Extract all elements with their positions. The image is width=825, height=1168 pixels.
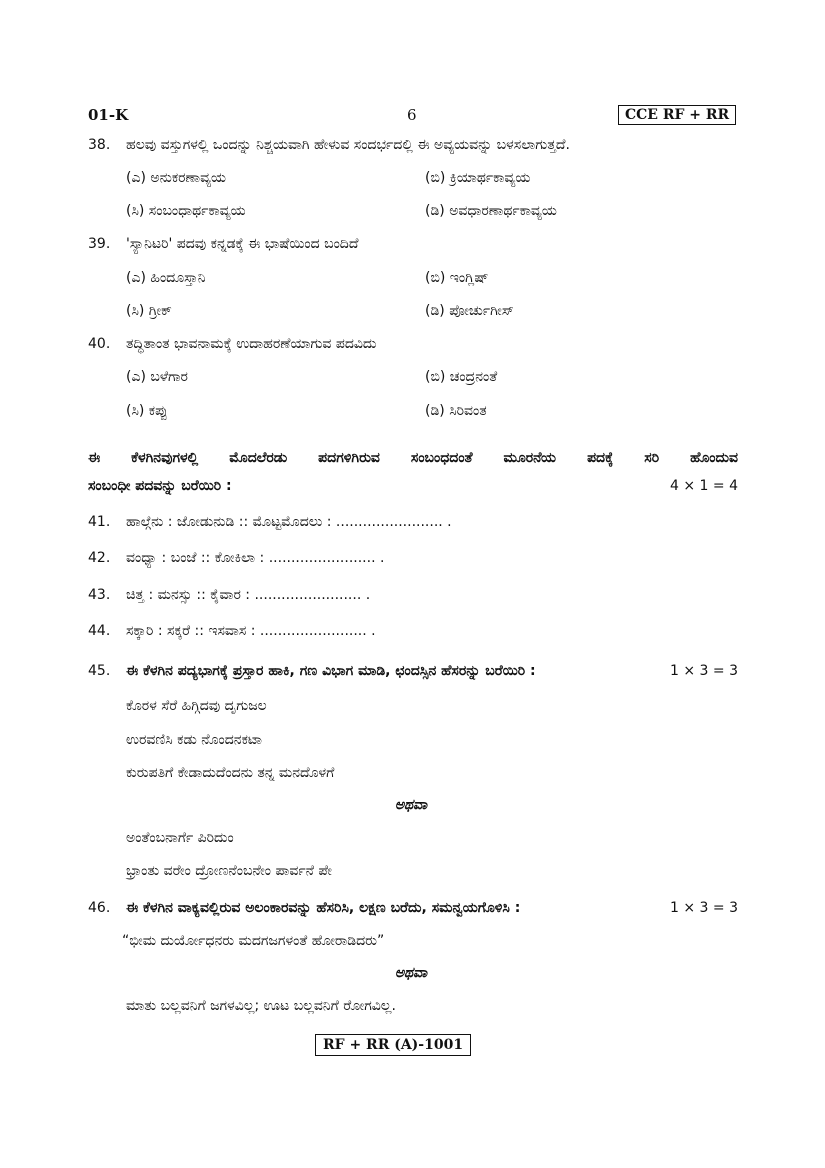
question-text: ವಂಧ್ಯಾ : ಬಂಜೆ :: ಕೋಕಿಲಾ : ........................ . xyxy=(126,550,385,566)
sentence-line: ಮಾತು ಬಲ್ಲವನಿಗೆ ಜಗಳವಿಲ್ಲ; ಊಟ ಬಲ್ಲವನಿಗೆ ರೋಗವಿಲ್ಲ. xyxy=(126,998,396,1014)
exam-code-box: CCE RF + RR xyxy=(618,105,736,125)
question-number: 44. xyxy=(88,623,111,639)
option-b: (ಬಿ) ಕ್ರಿಯಾರ್ಥಕಾವ್ಯಯ xyxy=(425,170,531,186)
option-a: (ಎ) ಬಳೆಗಾರ xyxy=(126,369,188,385)
option-b: (ಬಿ) ಇಂಗ್ಲಿಷ್ xyxy=(425,270,489,286)
question-number: 41. xyxy=(88,514,111,530)
poem-line: ಭ್ರಾಂತು ವರೇಂ ದ್ರೋಣನೆಂಬನೇಂ ಪಾರ್ವನೆ ಪೇ xyxy=(126,863,332,879)
question-marks: 1 × 3 = 3 xyxy=(670,663,738,679)
section-instruction-line1: ಈ ಕೆಳಗಿನವುಗಳಲ್ಲಿ ಮೊದಲೆರಡು ಪದಗಳಿಗಿರುವ ಸಂಬಂಧದಂತೆ ಮೂರನೆಯ ಪದಕ್ಕೆ ಸರಿ ಹೊಂದುವ xyxy=(88,450,738,466)
poem-line: ಉರವಣಿಸಿ ಕಡು ನೊಂದನಕಟಾ xyxy=(126,732,262,748)
question-number: 38. xyxy=(88,137,111,153)
poem-line: ಅಂತೆಂಬನಾರ್ಗೆ ಪಿರಿದುಂ xyxy=(126,830,234,846)
option-a: (ಎ) ಅನುಕರಣಾವ್ಯಯ xyxy=(126,170,227,186)
question-marks: 1 × 3 = 3 xyxy=(670,900,738,916)
option-c: (ಸಿ) ಕಪ್ಪು xyxy=(126,403,168,419)
option-c: (ಸಿ) ಸಂಬಂಧಾರ್ಥಕಾವ್ಯಯ xyxy=(126,203,246,219)
paper-code: 01-K xyxy=(88,106,129,124)
or-separator: ಅಥವಾ xyxy=(394,797,428,813)
option-d: (ಡಿ) ಅವಧಾರಣಾರ್ಥಕಾವ್ಯಯ xyxy=(425,203,557,219)
poem-line: ಕುರುಪತಿಗೆ ಕೇಡಾದುದೆಂದನು ತನ್ನ ಮನದೊಳಗೆ xyxy=(126,765,335,781)
section-instruction-line2: ಸಂಬಂಧೀ ಪದವನ್ನು ಬರೆಯಿರಿ : xyxy=(88,478,232,494)
question-number: 42. xyxy=(88,550,111,566)
section-marks: 4 × 1 = 4 xyxy=(670,478,738,494)
question-number: 45. xyxy=(88,663,111,679)
option-c: (ಸಿ) ಗ್ರೀಕ್ xyxy=(126,303,172,319)
question-text: ಈ ಕೆಳಗಿನ ವಾಕ್ಯವಲ್ಲಿರುವ ಅಲಂಕಾರವನ್ನು ಹೆಸರಿಸಿ, ಲಕ್ಷಣ ಬರೆದು, ಸಮನ್ವಯಗೊಳಿಸಿ : xyxy=(126,900,521,916)
question-text: ಸಕ್ಕಾರಿ : ಸಕ್ಕರೆ :: ಇಸವಾಸ : ........................ . xyxy=(126,623,376,639)
question-number: 40. xyxy=(88,336,111,352)
question-text: ಈ ಕೆಳಗಿನ ಪದ್ಯಭಾಗಕ್ಕೆ ಪ್ರಸ್ತಾರ ಹಾಕಿ, ಗಣ ವಿಭಾಗ ಮಾಡಿ, ಛಂದಸ್ಸಿನ ಹೆಸರನ್ನು ಬರೆಯಿರಿ : xyxy=(126,663,536,679)
page-number: 6 xyxy=(407,106,417,124)
question-number: 39. xyxy=(88,236,111,252)
option-a: (ಎ) ಹಿಂದೂಸ್ತಾನಿ xyxy=(126,270,206,286)
sentence-line: “ಭೀಮ ದುರ್ಯೋಧನರು ಮದಗಜಗಳಂತೆ ಹೋರಾಡಿದರು” xyxy=(122,933,385,949)
or-separator: ಅಥವಾ xyxy=(394,965,428,981)
option-d: (ಡಿ) ಸಿರಿವಂತ xyxy=(425,403,487,419)
option-b: (ಬಿ) ಚಂದ್ರನಂತೆ xyxy=(425,369,498,385)
question-text: ತದ್ಧಿತಾಂತ ಭಾವನಾಮಕ್ಕೆ ಉದಾಹರಣೆಯಾಗುವ ಪದವಿದು xyxy=(126,336,377,352)
poem-line: ಕೊರಳ ಸೆರೆ ಹಿಗ್ಗಿದವು ದೃಗುಜಲ xyxy=(126,698,267,714)
question-number: 43. xyxy=(88,587,111,603)
question-number: 46. xyxy=(88,900,111,916)
question-text: 'ಸ್ಯಾನಿಟರಿ' ಪದವು ಕನ್ನಡಕ್ಕೆ ಈ ಭಾಷೆಯಿಂದ ಬಂದಿದೆ xyxy=(126,236,359,252)
option-d: (ಡಿ) ಪೋರ್ಚುಗೀಸ್ xyxy=(425,303,514,319)
question-text: ಚಿತ್ತ : ಮನಸ್ಸು :: ಕೈವಾರ : ........................ . xyxy=(126,587,371,603)
footer-code-box: RF + RR (A)-1001 xyxy=(315,1034,471,1056)
question-text: ಹಲವು ವಸ್ತುಗಳಲ್ಲಿ ಒಂದನ್ನು ನಿಶ್ಚಯವಾಗಿ ಹೇಳುವ ಸಂದರ್ಭದಲ್ಲಿ ಈ ಅವ್ಯಯವನ್ನು ಬಳಸಲಾಗುತ್ತದೆ. xyxy=(126,137,570,153)
question-text: ಹಾಲ್ಗೆನು : ಜೋಡುನುಡಿ :: ಮೊಟ್ಟಮೊದಲು : ........................ . xyxy=(126,514,452,530)
